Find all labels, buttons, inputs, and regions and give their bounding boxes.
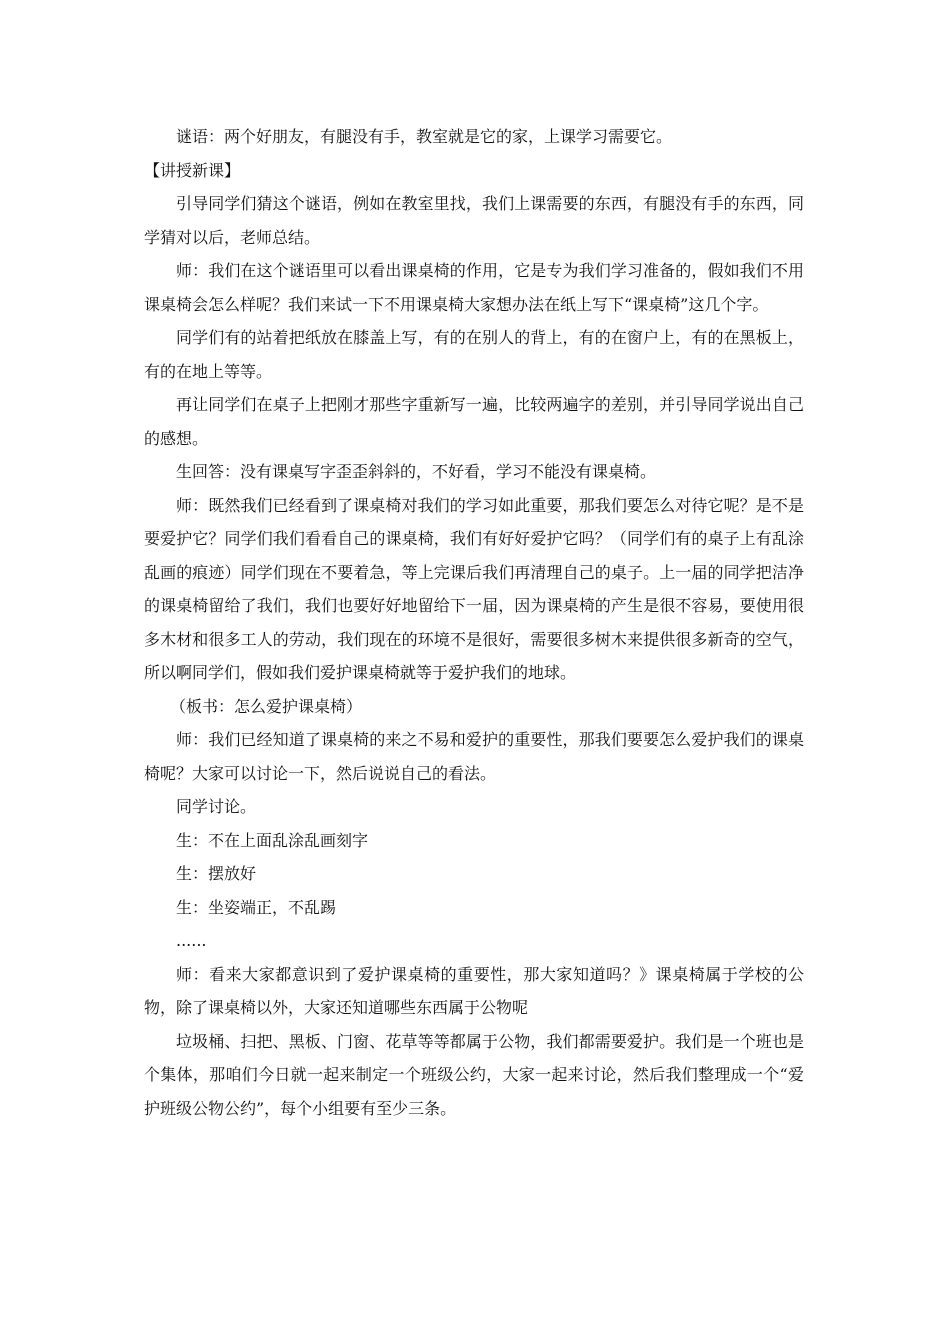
paragraph: 生回答：没有课桌写字歪歪斜斜的，不好看，学习不能没有课桌椅。 [176,462,657,481]
paragraph: 同学们有的站着把纸放在膝盖上写，有的在别人的背上，有的在窗户上，有的在黑板上，有的在地上等等。 [144,328,804,381]
paragraph: 垃圾桶、扫把、黑板、门窗、花草等等都属于公物，我们都需要爱护。我们是一个班也是个集体，那咱们今日就一起来制定一个班级公约，大家一起来讨论，然后我们整理成一个“爱护班级公物公约”，每个小组要有至少三条。 [144,1031,804,1118]
paragraph: 师：我们已经知道了课桌椅的来之不易和爱护的重要性，那我们要要怎么爱护我们的课桌椅呢？大家可以讨论一下，然后说说自己的看法。 [144,730,804,783]
student-answer: 生：不在上面乱涂乱画刻字 [176,830,369,850]
paragraph: 再让同学们在桌子上把刚才那些字重新写一遍，比较两遍字的差别，并引导同学说出自己的感想。 [144,395,804,448]
student-answer: 生：摆放好 [176,864,257,883]
paragraph: 师：既然我们已经看到了课桌椅对我们的学习如此重要，那我们要怎么对待它呢？是不是要爱护它？同学们我们看看自己的课桌椅，我们有好好爱护它吗？（同学们有的桌子上有乱涂乱画的痕迹）同学们现在不要着急，等上完课后我们再清理自己的桌子。上一届的同学把洁净的课桌椅留给了我们，我们也要好好地留给下一届，因为课桌椅的产生是很不容易，要使用很多木材和很多工人的劳动，我们现在的环境不是很好，需要很多树木来提供很多新奇的空气，所以啊同学们，假如我们爱护课桌椅就等于爱护我们的地球。 [144,495,804,682]
paragraph: 师：我们在这个谜语里可以看出课桌椅的作用，它是专为我们学习准备的，假如我们不用课桌椅会怎么样呢？我们来试一下不用课桌椅大家想办法在纸上写下“课桌椅”这几个字。 [144,261,804,314]
document-body [144,120,804,1125]
paragraph: 同学讨论。 [176,797,257,816]
student-answer: 生：坐姿端正，不乱踢 [176,897,337,917]
paragraph: 引导同学们猜这个谜语，例如在教室里找，我们上课需要的东西，有腿没有手的东西，同学猜对以后，老师总结。 [144,194,804,247]
blackboard-note: （板书：怎么爱护课桌椅） [170,696,363,716]
riddle-paragraph: 谜语：两个好朋友，有腿没有手，教室就是它的家，上课学习需要它。 [176,127,673,146]
section-heading: 【讲授新课】 [144,160,241,180]
ellipsis: ...... [176,931,207,950]
paragraph: 师：看来大家都意识到了爱护课桌椅的重要性，那大家知道吗？》课桌椅属于学校的公物，除了课桌椅以外，大家还知道哪些东西属于公物呢 [144,964,804,1017]
